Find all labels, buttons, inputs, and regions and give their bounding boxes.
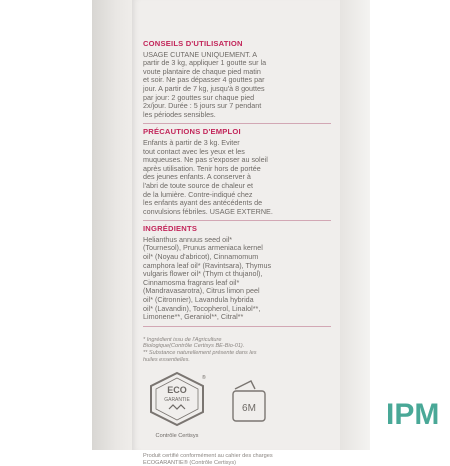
precautions-line: des jeunes enfants. A conserver à (143, 172, 251, 182)
ingredients-line: oil* (Citronnier), Lavandula hybrida (143, 295, 254, 305)
section-ingredients (143, 225, 331, 327)
eco-hexagon-icon (147, 371, 207, 427)
ingredients-line: Cinnamosma fragrans leaf oil* (143, 277, 240, 287)
precautions-line: après utilisation. Tenir hors de portée (143, 163, 261, 173)
precautions-line: les enfants ayant des antécédents de (143, 198, 263, 208)
footnotes (143, 337, 331, 363)
certification-text (143, 453, 331, 466)
conseils-line: et soir. Ne pas dépasser 4 gouttes par (143, 75, 265, 85)
ingredients-line: oil* (Lavandin), Tocopherol, Linalol**, (143, 303, 261, 313)
section-precautions (143, 128, 331, 221)
ipm-watermark (384, 392, 440, 432)
box-right-edge (340, 0, 370, 450)
ingredients-line: Helianthus annuus seed oil* (143, 234, 233, 244)
conseils-line: partir de 3 kg, appliquer 1 goutte sur la (143, 58, 267, 68)
ingredients-line: oil* (Noyau d'abricot), Cinnamomum (143, 252, 259, 262)
pao-label: 6M (242, 403, 256, 415)
label-content (143, 40, 331, 466)
certification-line: Produit certifié conformément au cahier des charges (143, 453, 273, 460)
conseils-title: CONSEILS D'UTILISATION (143, 39, 243, 48)
certification-line: ECOGARANTIE® (Contrôle Certisys) (143, 459, 237, 466)
precautions-line: Enfants à partir de 3 kg. Eviter (143, 137, 240, 147)
conseils-line: 2x/jour. Durée : 5 jours sur 7 pendant (143, 101, 262, 111)
ingredients-title: INGRÉDIENTS (143, 224, 198, 234)
pao-symbol (229, 379, 269, 428)
label-icons (143, 371, 331, 449)
footnote-line: Biologique(Contrôle Certisys BE-Bio-01). (143, 343, 245, 350)
precautions-line: muqueuses. Ne pas s'exposer au soleil (143, 155, 268, 165)
footnote-line: ** Substance naturellement présente dans les (143, 350, 257, 356)
precautions-line: convulsions fébriles. USAGE EXTERNE. (143, 206, 273, 216)
ingredients-line: Limonene**, Geraniol**, Citral** (143, 312, 244, 322)
footnote-line: huiles essentielles. (143, 356, 190, 363)
leaf-icon (169, 405, 185, 409)
eco-garantie-logo (145, 371, 209, 440)
watermark-text: IPM (386, 398, 440, 431)
conseils-line: USAGE CUTANE UNIQUEMENT. A (143, 49, 258, 59)
conseils-line: jour. A partir de 7 kg, jusqu'à 8 gouttes (143, 83, 265, 93)
open-jar-icon (229, 379, 269, 425)
precautions-line: l'abri de toute source de chaleur et (143, 180, 254, 190)
eco-logo-line1: ECO (167, 385, 187, 396)
eco-logo-line2: GARANTIE (164, 397, 190, 404)
eco-caption: Contrôle Certisys (155, 432, 199, 439)
ingredients-line: vulgaris flower oil* (Thym ct thujanol), (143, 269, 263, 279)
footnote-line: * Ingrédient issu de l'Agriculture (143, 336, 222, 343)
precautions-line: de la lumière. Contre-indiqué chez (143, 189, 253, 199)
box-side-face (92, 0, 132, 450)
ingredients-line: (Tournesol), Prunus armeniaca kernel (143, 243, 263, 253)
conseils-line: voute plantaire de chaque pied matin (143, 66, 261, 76)
ingredients-line: (Mandravasarotra), Citrus limon peel (143, 286, 260, 296)
ingredients-line: camphora leaf oil* (Ravintsara), Thymus (143, 260, 272, 270)
precautions-title: PRÉCAUTIONS D'EMPLOI (143, 127, 241, 137)
section-conseils (143, 40, 331, 124)
conseils-line: les périodes sensibles. (143, 109, 216, 119)
svg-text:®: ® (202, 375, 206, 382)
precautions-line: tout contact avec les yeux et les (143, 146, 245, 156)
conseils-line: par jour: 2 gouttes sur chaque pied (143, 92, 255, 102)
